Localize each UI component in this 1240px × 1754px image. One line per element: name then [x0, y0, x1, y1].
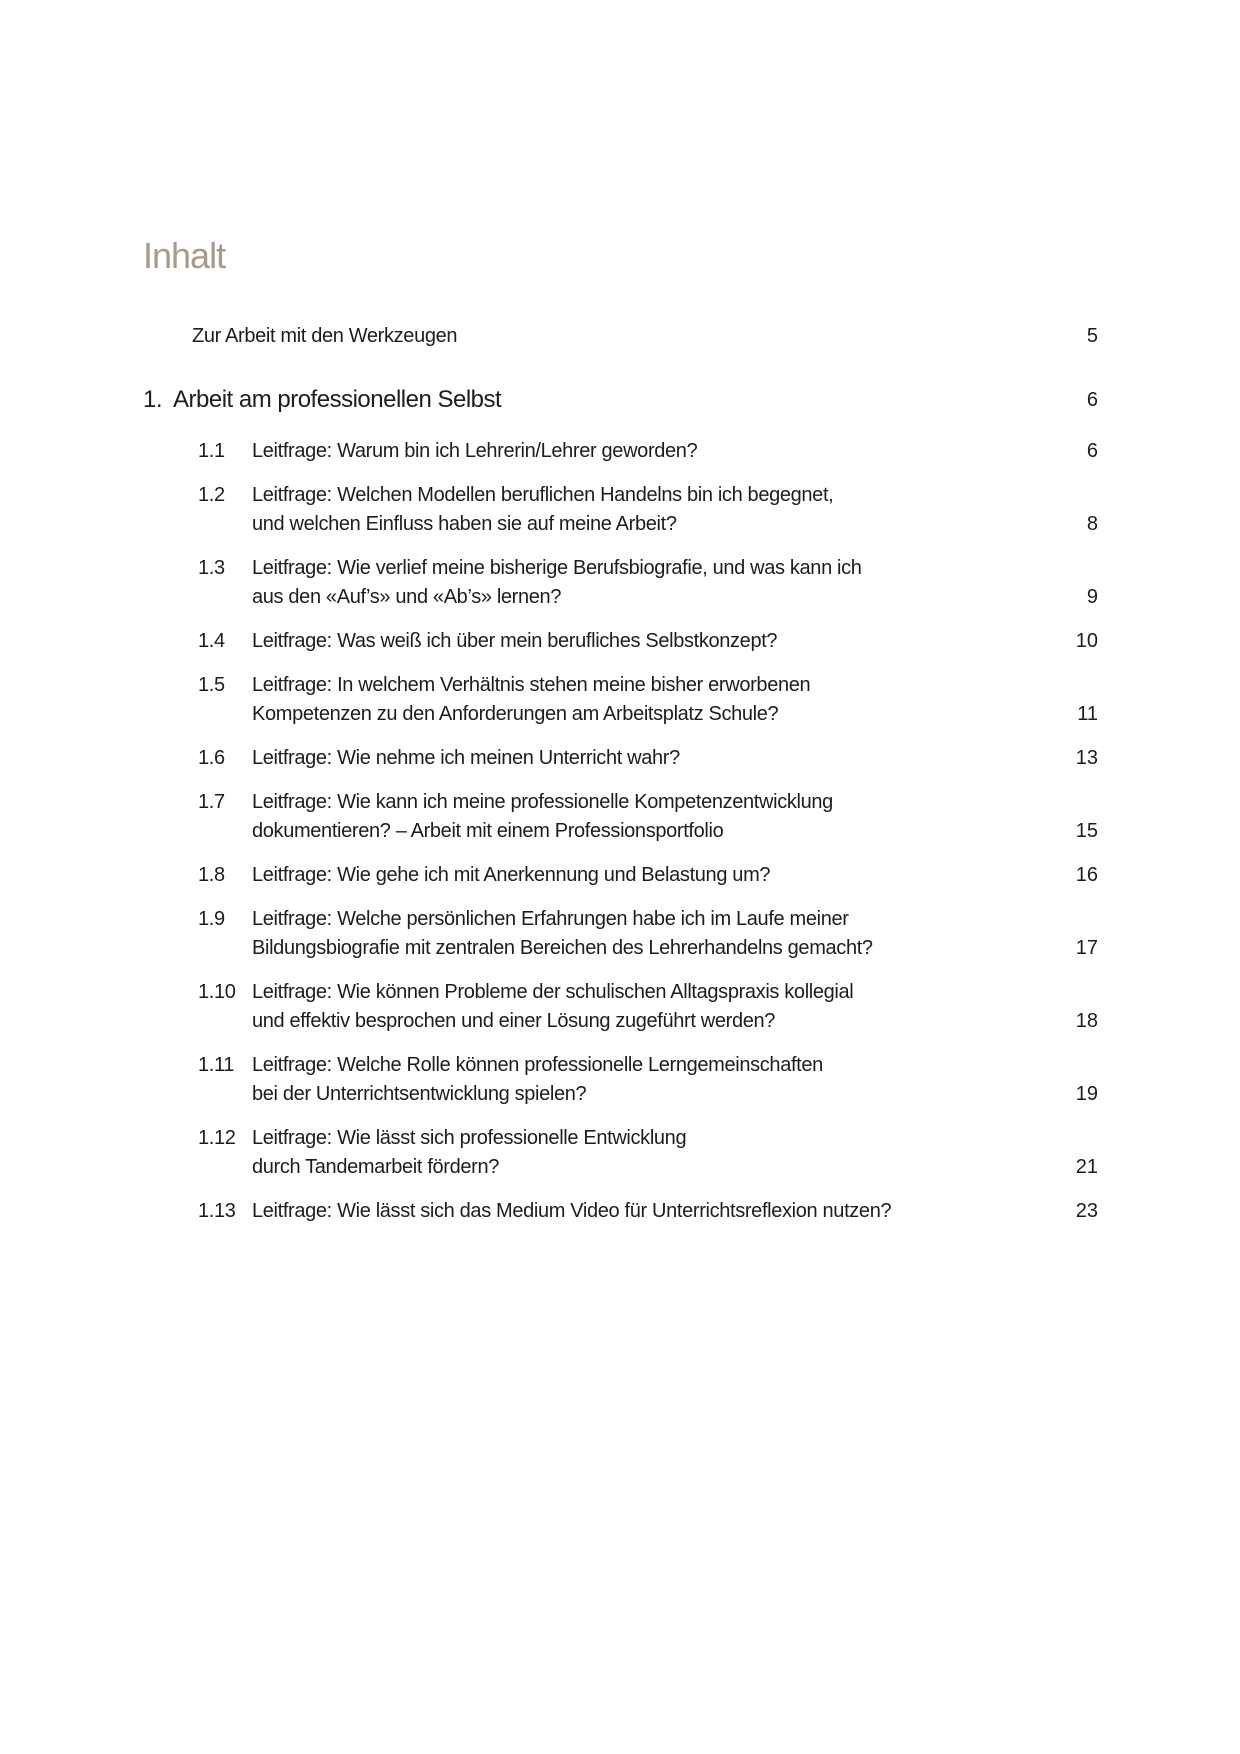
toc-entry-label: Leitfrage: Wie kann ich meine professionelle Kompetenzentwicklung dokumentieren? – Arbeit mit einem Professionsportfolio: [252, 791, 833, 842]
toc-entry-1-7: [143, 788, 1098, 846]
toc-entry-page-number: 5: [1086, 325, 1098, 347]
toc-chapter-page-number: 6: [1086, 389, 1098, 411]
toc-entry-1-6: [143, 744, 1098, 773]
page-title: Inhalt: [143, 235, 226, 276]
toc-entry-number: 1.2: [198, 484, 225, 506]
toc-entry-number: 1.7: [198, 791, 225, 813]
toc-entry-1-4: [143, 627, 1098, 656]
toc-entry-front-matter: [143, 322, 1098, 351]
toc-entry-1-12: [143, 1124, 1098, 1182]
toc-entry-number: 1.8: [198, 864, 225, 886]
toc-entry-number: 1.1: [198, 440, 225, 462]
toc-entry-1-8: [143, 861, 1098, 890]
toc-entry-page-number: 15: [1075, 820, 1098, 842]
toc-entry-label: Leitfrage: Welche Rolle können professionelle Lerngemeinschaften bei der Unterrichtsentwicklung spielen?: [252, 1054, 823, 1105]
toc-entry-number: 1.12: [198, 1127, 236, 1149]
toc-entry-label: Leitfrage: Wie gehe ich mit Anerkennung und Belastung um?: [252, 864, 771, 886]
toc-entry-1-9: [143, 905, 1098, 963]
toc-entry-1-5: [143, 671, 1098, 729]
toc-entry-label: Leitfrage: Was weiß ich über mein berufliches Selbstkonzept?: [252, 630, 778, 652]
toc-entry-1-2: [143, 481, 1098, 539]
toc-entry-number: 1.13: [198, 1200, 236, 1222]
toc-entry-page-number: 13: [1075, 747, 1098, 769]
toc-entry-label: Zur Arbeit mit den Werkzeugen: [192, 325, 458, 347]
toc-entry-page-number: 21: [1075, 1156, 1098, 1178]
toc-entry-number: 1.6: [198, 747, 225, 769]
toc-entry-1-13: [143, 1197, 1098, 1226]
toc-entry-page-number: 23: [1075, 1200, 1098, 1222]
toc-entry-page-number: 9: [1086, 586, 1098, 608]
toc-entry-label: Leitfrage: Wie verlief meine bisherige Berufsbiografie, und was kann ich aus den «Auf’s» und «Ab’s» lernen?: [252, 557, 862, 608]
toc-entry-number: 1.10: [198, 981, 236, 1003]
toc-entry-page-number: 11: [1077, 703, 1098, 725]
toc-entry-number: 1.3: [198, 557, 225, 579]
toc-entry-number: 1.4: [198, 630, 225, 652]
toc-entry-1-1: [143, 437, 1098, 466]
toc-entry-label: Leitfrage: Wie lässt sich das Medium Video für Unterrichtsreflexion nutzen?: [252, 1200, 892, 1222]
toc-entry-number: 1.9: [198, 908, 225, 930]
toc-entry-label: Leitfrage: Wie lässt sich professionelle Entwicklung durch Tandemarbeit fördern?: [252, 1127, 687, 1178]
toc-entry-page-number: 17: [1075, 937, 1098, 959]
toc-entry-label: Leitfrage: In welchem Verhältnis stehen meine bisher erworbenen Kompetenzen zu den Anforderungen am Arbeitsplatz Schule?: [252, 674, 811, 725]
table-of-contents: [143, 322, 1098, 1226]
toc-entry-page-number: 18: [1075, 1010, 1098, 1032]
toc-chapter-number: 1.: [143, 386, 163, 413]
toc-entry-1-11: [143, 1051, 1098, 1109]
toc-entry-number: 1.5: [198, 674, 225, 696]
toc-entry-label: Leitfrage: Welche persönlichen Erfahrungen habe ich im Laufe meiner Bildungsbiografie mit zentralen Bereichen des Lehrerhandelns gemacht?: [252, 908, 873, 959]
toc-entry-1-10: [143, 978, 1098, 1036]
toc-entry-page-number: 10: [1075, 630, 1098, 652]
toc-entry-number: 1.11: [198, 1054, 235, 1076]
toc-entry-page-number: 19: [1075, 1083, 1098, 1105]
toc-entry-1-3: [143, 554, 1098, 612]
toc-chapter-title: Arbeit am professionellen Selbst: [173, 386, 502, 413]
toc-entry-label: Leitfrage: Welchen Modellen beruflichen Handelns bin ich begegnet, und welchen Einfluss haben sie auf meine Arbeit?: [252, 484, 834, 535]
toc-chapter-heading: [143, 385, 1098, 415]
toc-entry-label: Leitfrage: Wie können Probleme der schulischen Alltagspraxis kollegial und effektiv besprochen und einer Lösung zugeführt werden?: [252, 981, 854, 1032]
toc-entry-page-number: 16: [1075, 864, 1098, 886]
toc-entry-label: Leitfrage: Warum bin ich Lehrerin/Lehrer geworden?: [252, 440, 698, 462]
toc-entry-page-number: 6: [1086, 440, 1098, 462]
toc-entry-label: Leitfrage: Wie nehme ich meinen Unterricht wahr?: [252, 747, 680, 769]
toc-entry-page-number: 8: [1086, 513, 1098, 535]
